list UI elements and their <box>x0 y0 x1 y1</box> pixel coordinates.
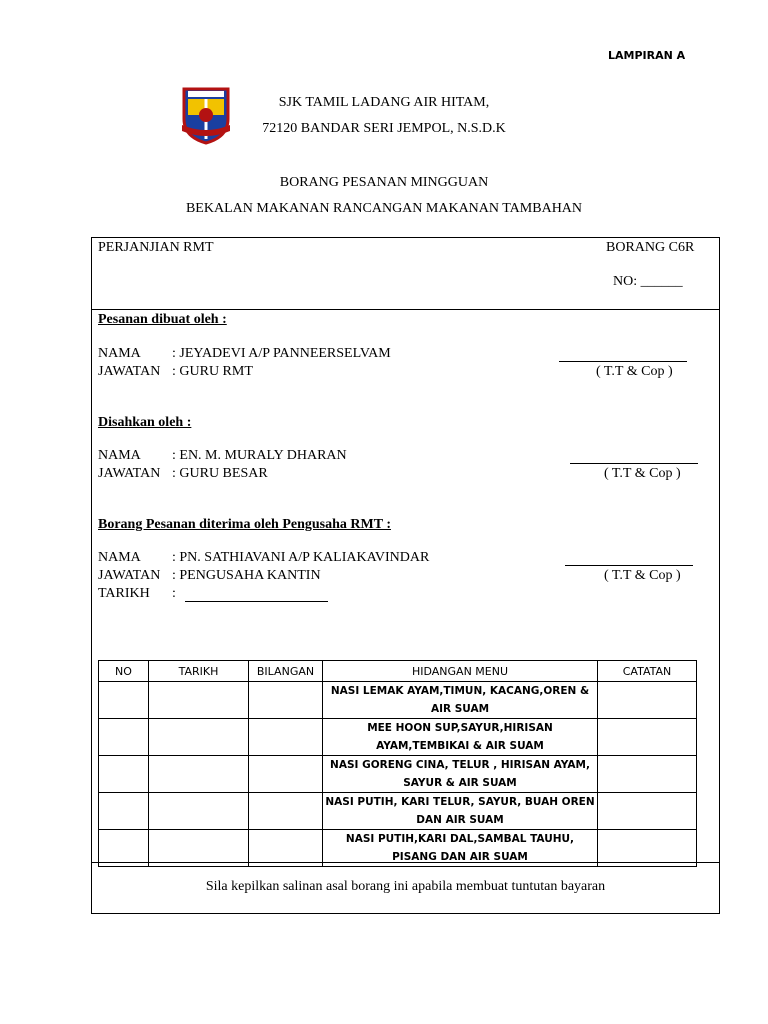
table-header-row <box>99 661 697 682</box>
no-cell[interactable] <box>99 719 149 756</box>
attachment-label: LAMPIRAN A <box>608 49 686 62</box>
signature-line[interactable] <box>570 463 698 464</box>
column-header-menu: HIDANGAN MENU <box>323 661 598 682</box>
notes-cell[interactable] <box>598 793 697 830</box>
agreement-label: PERJANJIAN RMT <box>98 240 214 255</box>
approver-position: : GURU BESAR <box>172 466 268 481</box>
orderer-name: : JEYADEVI A/P PANNEERSELVAM <box>172 346 391 361</box>
receiver-name: : PN. SATHIAVANI A/P KALIAKAVINDAR <box>172 550 430 565</box>
count-cell[interactable] <box>249 830 323 867</box>
school-name: SJK TAMIL LADANG AIR HITAM, <box>278 95 490 110</box>
signature-caption: ( T.T & Cop ) <box>604 568 681 583</box>
menu-line: DAN AIR SUAM <box>416 814 504 826</box>
form-code-label: BORANG C6R <box>606 240 695 255</box>
column-header-no: NO <box>99 661 149 682</box>
column-header-date: TARIKH <box>149 661 249 682</box>
name-label: NAMA <box>98 346 141 361</box>
signature-line[interactable] <box>565 565 693 566</box>
menu-line: NASI PUTIH,KARI DAL,SAMBAL TAUHU, <box>345 833 575 845</box>
menu-line: NASI GORENG CINA, TELUR , HIRISAN AYAM, <box>330 759 590 771</box>
menu-cell <box>323 756 598 793</box>
date-cell[interactable] <box>149 682 249 719</box>
notes-cell[interactable] <box>598 830 697 867</box>
date-cell[interactable] <box>149 719 249 756</box>
form-subtitle: BEKALAN MAKANAN RANCANGAN MAKANAN TAMBAHAN <box>185 201 583 216</box>
table-row <box>99 793 697 830</box>
divider <box>91 309 720 310</box>
table-row <box>99 682 697 719</box>
count-cell[interactable] <box>249 682 323 719</box>
name-label: NAMA <box>98 448 141 463</box>
menu-line: AYAM,TEMBIKAI & AIR SUAM <box>376 740 544 752</box>
date-colon: : <box>172 586 176 601</box>
position-label: JAWATAN <box>98 568 161 583</box>
position-label: JAWATAN <box>98 466 161 481</box>
no-cell[interactable] <box>99 682 149 719</box>
menu-line: PISANG DAN AIR SUAM <box>392 851 528 863</box>
ordered-by-heading: Pesanan dibuat oleh : <box>98 312 227 327</box>
table-row <box>99 719 697 756</box>
menu-line: AIR SUAM <box>430 703 490 715</box>
menu-line: SAYUR & AIR SUAM <box>403 777 517 789</box>
count-cell[interactable] <box>249 719 323 756</box>
name-label: NAMA <box>98 550 141 565</box>
table-row <box>99 830 697 867</box>
no-cell[interactable] <box>99 756 149 793</box>
menu-cell <box>323 719 598 756</box>
signature-caption: ( T.T & Cop ) <box>596 364 673 379</box>
approved-by-heading: Disahkan oleh : <box>98 415 192 430</box>
menu-line: NASI LEMAK AYAM,TIMUN, KACANG,OREN & <box>330 685 590 697</box>
form-number-field[interactable]: NO: ______ <box>613 274 683 289</box>
menu-line: MEE HOON SUP,SAYUR,HIRISAN <box>367 722 553 734</box>
date-cell[interactable] <box>149 793 249 830</box>
form-title: BORANG PESANAN MINGGUAN <box>279 175 489 190</box>
notes-cell[interactable] <box>598 719 697 756</box>
position-label: JAWATAN <box>98 364 161 379</box>
table-row <box>99 756 697 793</box>
notes-cell[interactable] <box>598 682 697 719</box>
menu-cell <box>323 830 598 867</box>
column-header-notes: CATATAN <box>598 661 697 682</box>
date-field[interactable] <box>185 601 328 602</box>
notes-cell[interactable] <box>598 756 697 793</box>
column-header-count: BILANGAN <box>249 661 323 682</box>
date-cell[interactable] <box>149 756 249 793</box>
signature-line[interactable] <box>559 361 687 362</box>
footer-note: Sila kepilkan salinan asal borang ini apabila membuat tuntutan bayaran <box>205 879 606 894</box>
signature-caption: ( T.T & Cop ) <box>604 466 681 481</box>
school-address: 72120 BANDAR SERI JEMPOL, N.S.D.K <box>262 121 506 136</box>
orderer-position: : GURU RMT <box>172 364 253 379</box>
count-cell[interactable] <box>249 756 323 793</box>
no-cell[interactable] <box>99 830 149 867</box>
date-label: TARIKH <box>98 586 150 601</box>
approver-name: : EN. M. MURALY DHARAN <box>172 448 347 463</box>
received-by-heading: Borang Pesanan diterima oleh Pengusaha RMT : <box>98 517 391 532</box>
date-cell[interactable] <box>149 830 249 867</box>
menu-table <box>98 660 697 867</box>
count-cell[interactable] <box>249 793 323 830</box>
receiver-position: : PENGUSAHA KANTIN <box>172 568 321 583</box>
no-cell[interactable] <box>99 793 149 830</box>
menu-line: NASI PUTIH, KARI TELUR, SAYUR, BUAH OREN <box>325 796 595 808</box>
menu-cell <box>323 793 598 830</box>
menu-cell <box>323 682 598 719</box>
